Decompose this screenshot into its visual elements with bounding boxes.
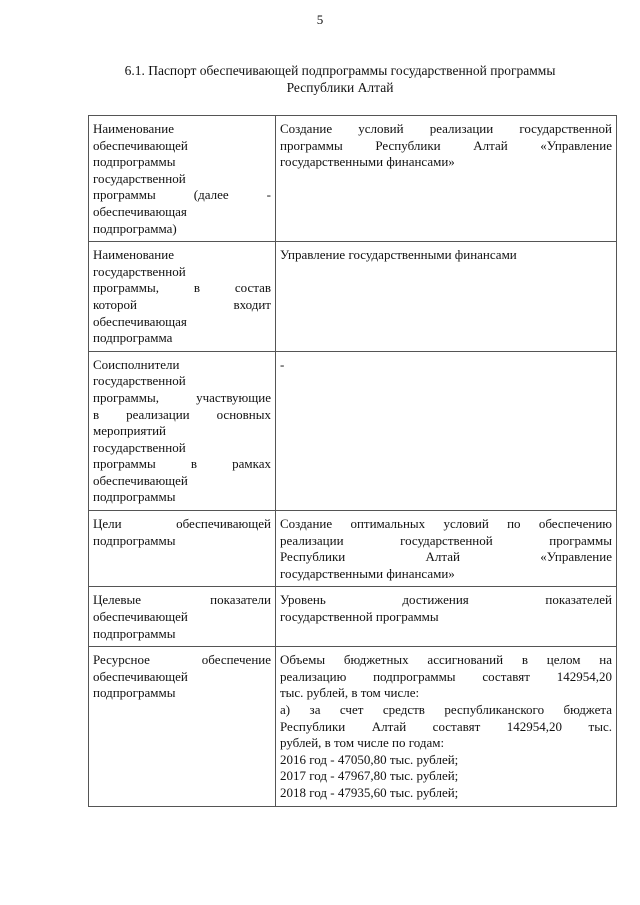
label-line: которой входит — [93, 296, 271, 312]
table-row — [89, 587, 617, 647]
value-line: тыс. рублей, в том числе: — [280, 685, 420, 701]
label-line: подпрограммы — [93, 685, 176, 701]
value-line: 2017 год - 47967,80 тыс. рублей; — [280, 768, 459, 784]
label-line: программы, в состав — [93, 280, 271, 296]
label-line: государственной — [93, 373, 186, 389]
value-line: Уровень достижения показателей — [280, 592, 612, 608]
label-line: обеспечивающая — [93, 203, 187, 219]
row-label-cell — [89, 511, 276, 587]
table-row — [89, 116, 617, 242]
label-line: обеспечивающей — [93, 609, 188, 625]
subprogram-passport-table — [88, 115, 617, 807]
label-line: подпрограмма) — [93, 220, 177, 236]
label-line: Ресурсное обеспечение — [93, 652, 271, 668]
value-line: государственными финансами» — [280, 565, 455, 581]
table-row — [89, 351, 617, 510]
value-line: - — [280, 356, 285, 372]
label-line: подпрограммы — [93, 154, 176, 170]
label-line: обеспечивающая — [93, 313, 187, 329]
row-value-cell — [276, 587, 617, 647]
value-line: а) за счет средств республиканского бюджета — [280, 702, 612, 717]
label-line: Наименование — [93, 121, 174, 136]
label-line: мероприятий — [93, 423, 166, 439]
label-line: в реализации основных — [93, 406, 271, 422]
row-value-cell — [276, 351, 617, 510]
label-line: государственной — [93, 439, 186, 455]
label-line: программы в рамках — [93, 456, 271, 472]
label-line: обеспечивающей — [93, 137, 188, 153]
row-label-cell — [89, 242, 276, 352]
table-row — [89, 647, 617, 806]
value-line: Республики Алтай «Управление — [280, 549, 612, 565]
row-label-cell — [89, 351, 276, 510]
document-title-line-1: 6.1. Паспорт обеспечивающей подпрограммы государственной программы — [124, 63, 556, 78]
value-line: 2018 год - 47935,60 тыс. рублей; — [280, 784, 459, 800]
label-line: Наименование — [93, 247, 174, 263]
label-line: государственной — [93, 170, 186, 186]
value-line: государственной программы — [280, 609, 439, 625]
value-line: программы Республики Алтай «Управление — [280, 137, 612, 153]
label-line: Соисполнители — [93, 356, 180, 372]
label-line: программы (далее - — [93, 187, 271, 203]
value-line: Создание условий реализации государственной — [280, 121, 612, 136]
document-title-line-2: Республики Алтай — [286, 80, 394, 95]
value-line: реализации государственной программы — [280, 532, 612, 548]
label-line: подпрограммы — [93, 625, 176, 641]
row-label-cell — [89, 587, 276, 647]
label-line: обеспечивающей — [93, 668, 188, 684]
label-line: подпрограммы — [93, 489, 176, 505]
value-line: государственными финансами» — [280, 154, 455, 170]
value-line: рублей, в том числе по годам: — [280, 735, 445, 751]
page-number: 5 — [316, 12, 324, 27]
row-label-cell — [89, 647, 276, 806]
value-line: реализацию подпрограммы составят 142954,20 — [280, 668, 612, 684]
label-line: подпрограммы — [93, 532, 176, 548]
row-value-cell — [276, 647, 617, 806]
value-line: Объемы бюджетных ассигнований в целом на — [280, 652, 612, 668]
table-row — [89, 242, 617, 352]
label-line: Цели обеспечивающей — [93, 516, 271, 532]
row-label-cell — [89, 116, 276, 242]
label-line: подпрограмма — [93, 330, 173, 346]
row-value-cell — [276, 242, 617, 352]
row-value-cell — [276, 116, 617, 242]
row-value-cell — [276, 511, 617, 587]
document-title — [60, 62, 620, 96]
value-line: Управление государственными финансами — [280, 247, 517, 263]
value-line: 2016 год - 47050,80 тыс. рублей; — [280, 751, 459, 767]
label-line: программы, участвующие — [93, 389, 271, 405]
value-line: Республики Алтай составят 142954,20 тыс. — [280, 718, 612, 734]
label-line: государственной — [93, 263, 186, 279]
value-line: Создание оптимальных условий по обеспечению — [280, 516, 612, 532]
label-line: обеспечивающей — [93, 472, 188, 488]
label-line: Целевые показатели — [93, 592, 271, 608]
table-row — [89, 511, 617, 587]
